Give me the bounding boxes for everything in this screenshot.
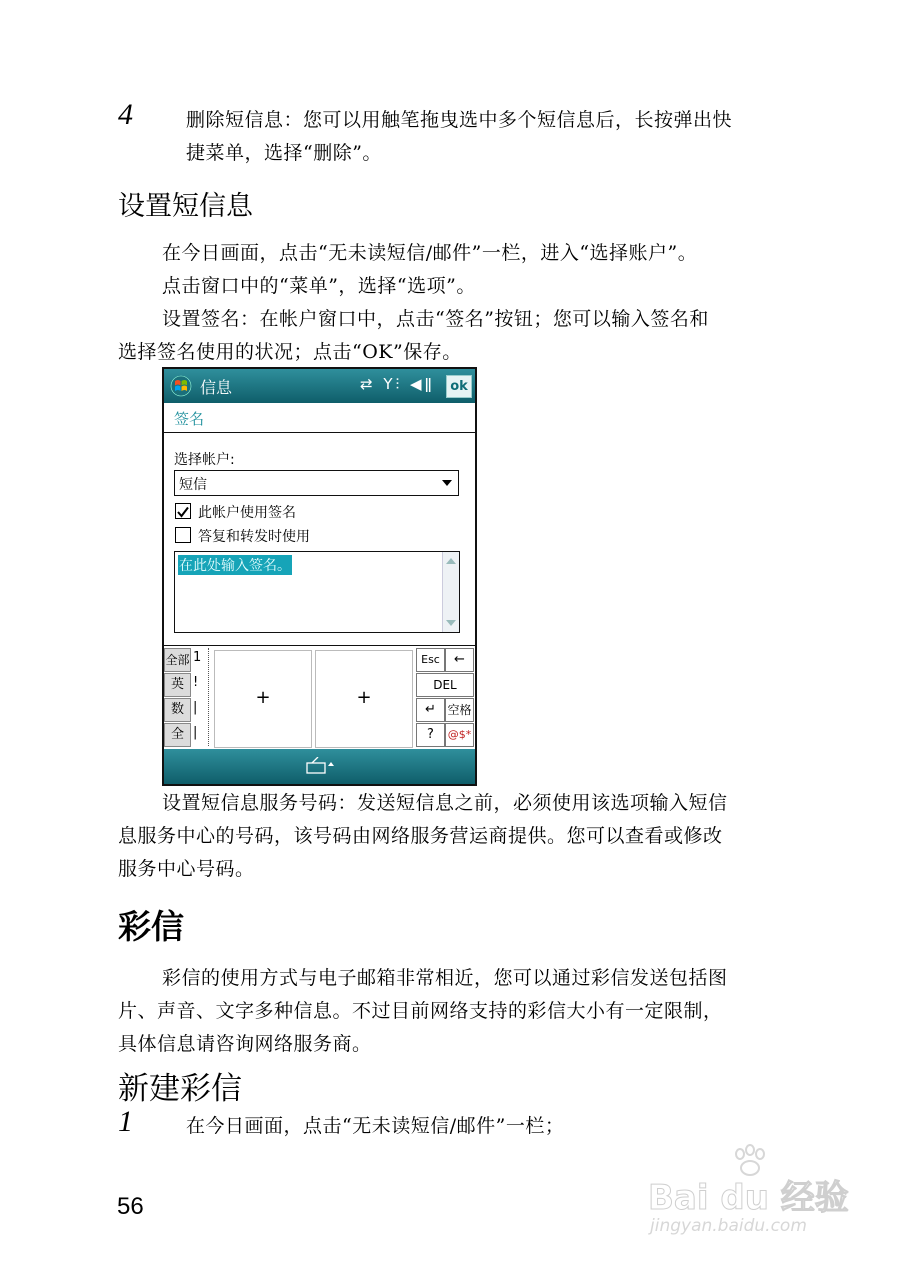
reply-forward-label: 答复和转发时使用 xyxy=(198,529,310,545)
candidate-char[interactable]: | xyxy=(193,725,198,740)
account-label: 选择帐户: xyxy=(174,452,235,468)
space-key[interactable]: 空格 xyxy=(445,698,474,722)
section-heading: 设置短信息 xyxy=(118,191,253,222)
divider xyxy=(208,648,209,746)
title-bar xyxy=(164,369,475,403)
scrollbar[interactable] xyxy=(442,552,459,632)
symbols-key[interactable]: @$* xyxy=(445,723,474,747)
paragraph-line: 息服务中心的号码，该号码由网络服务营运商提供。您可以查看或修改 xyxy=(118,825,723,847)
paragraph-line: 设置短信息服务号码：发送短信息之前，必须使用该选项输入短信 xyxy=(162,792,728,814)
handwriting-pad-left[interactable] xyxy=(214,650,312,748)
paragraph-line: 服务中心号码。 xyxy=(118,858,255,880)
subtitle: 签名 xyxy=(174,410,205,428)
signature-textarea[interactable] xyxy=(174,551,460,633)
window-title: 信息 xyxy=(200,378,233,397)
scroll-up-icon[interactable] xyxy=(446,558,456,564)
input-method-icon[interactable] xyxy=(306,757,336,775)
use-signature-checkbox[interactable] xyxy=(175,503,191,519)
backspace-key[interactable]: ← xyxy=(445,648,474,672)
paragraph-line: 设置签名：在帐户窗口中，点击“签名”按钮；您可以输入签名和 xyxy=(162,308,709,330)
step-number: 4 xyxy=(118,98,133,131)
checkmark-icon xyxy=(176,505,190,519)
section-heading: 彩信 xyxy=(118,907,184,946)
paragraph-line: 点击窗口中的“菜单”，选择“选项”。 xyxy=(162,275,476,297)
signature-placeholder: 在此处输入签名。 xyxy=(178,555,292,575)
step-text-line: 捷菜单，选择“删除”。 xyxy=(186,142,382,164)
candidate-char[interactable]: | xyxy=(193,700,198,715)
pad-crosshair: + xyxy=(356,687,372,708)
key-fullwidth[interactable]: 全 xyxy=(164,723,191,747)
key-all[interactable]: 全部 xyxy=(164,648,191,672)
paragraph-line: 选择签名使用的状况；点击“OK”保存。 xyxy=(118,341,462,363)
windows-start-icon[interactable] xyxy=(170,375,192,397)
step-text-line: 删除短信息：您可以用触笔拖曳选中多个短信息后，长按弹出快 xyxy=(186,109,733,131)
phone-screenshot xyxy=(162,367,477,786)
esc-key[interactable]: Esc xyxy=(416,648,445,672)
key-number[interactable]: 数 xyxy=(164,698,191,722)
bottom-bar xyxy=(164,749,475,784)
paragraph-line: 具体信息请咨询网络服务商。 xyxy=(118,1033,372,1055)
section-heading: 新建彩信 xyxy=(118,1071,242,1107)
account-select[interactable] xyxy=(174,470,459,496)
handwriting-keyboard xyxy=(164,645,475,750)
del-key[interactable]: DEL xyxy=(416,673,474,697)
key-english[interactable]: 英 xyxy=(164,673,191,697)
pad-crosshair: + xyxy=(255,687,271,708)
candidate-char[interactable]: 1 xyxy=(193,650,202,665)
question-key[interactable]: ? xyxy=(416,723,445,747)
reply-forward-checkbox[interactable] xyxy=(175,527,191,543)
watermark-url: jingyan.baidu.com xyxy=(650,1216,807,1236)
candidate-char[interactable]: ! xyxy=(193,675,199,690)
watermark-brand: Bai du 经验 xyxy=(648,1178,849,1218)
status-icons: ⇄ Y⫶ ◀ǁ xyxy=(360,375,435,393)
use-signature-label: 此帐户使用签名 xyxy=(198,505,296,521)
page-number: 56 xyxy=(117,1193,144,1220)
handwriting-pad-right[interactable] xyxy=(315,650,413,748)
paragraph-line: 片、声音、文字多种信息。不过目前网络支持的彩信大小有一定限制， xyxy=(118,1000,723,1022)
step-number: 1 xyxy=(118,1105,133,1138)
step-text-line: 在今日画面，点击“无未读短信/邮件”一栏； xyxy=(186,1115,565,1137)
enter-key[interactable]: ↵ xyxy=(416,698,445,722)
paragraph-line: 在今日画面，点击“无未读短信/邮件”一栏，进入“选择账户”。 xyxy=(162,242,698,264)
scroll-down-icon[interactable] xyxy=(446,620,456,626)
paragraph-line: 彩信的使用方式与电子邮箱非常相近，您可以通过彩信发送包括图 xyxy=(162,967,728,989)
subtitle-bar xyxy=(164,403,475,433)
ok-button[interactable]: ok xyxy=(446,375,472,398)
account-select-value: 短信 xyxy=(179,477,207,493)
chevron-down-icon xyxy=(442,480,452,486)
